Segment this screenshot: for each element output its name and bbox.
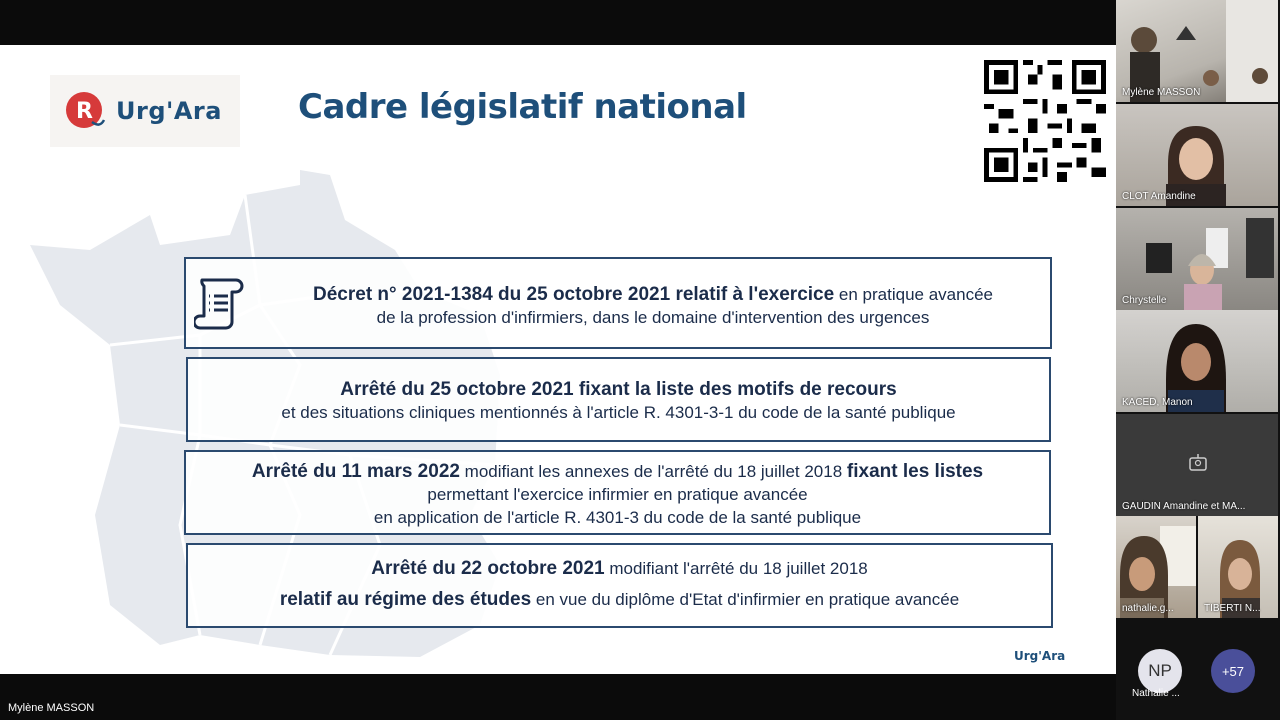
- card-text: modifiant les annexes de l'arrêté du 18 juillet 2018: [459, 462, 847, 481]
- card-bold-text: Arrêté du 11 mars 2022: [251, 461, 460, 482]
- participant-split-row: [1116, 516, 1278, 618]
- legal-card-arrete-11-mars-2022: [184, 450, 1051, 535]
- card-line: [188, 588, 1051, 611]
- card-bold-text: Décret n° 2021-1384 du 25 octobre 2021 relatif à l'exercice: [313, 284, 835, 305]
- card-line: et des situations cliniques mentionnés à l'article R. 4301-3-1 du code de la santé publique: [281, 403, 956, 422]
- legal-card-arrete-25-octobre-2021: [186, 357, 1051, 442]
- participant-tile[interactable]: [1198, 516, 1278, 618]
- slide-title: Cadre législatif national: [298, 87, 747, 127]
- logo-text: Urg'Ara: [116, 97, 222, 125]
- participant-name: GAUDIN Amandine et MA...: [1122, 501, 1246, 512]
- card-line: de la profession d'infirmiers, dans le domaine d'intervention des urgences: [376, 308, 930, 327]
- card-bold-text: Arrêté du 25 octobre 2021 fixant la liste des motifs de recours: [340, 379, 897, 400]
- participant-name: KACED, Manon: [1122, 397, 1193, 408]
- participant-tile[interactable]: [1116, 414, 1278, 516]
- card-line: permettant l'exercice infirmier en pratique avancée: [427, 485, 808, 504]
- legal-card-decret-2021-1384: [184, 257, 1052, 349]
- participant-tile[interactable]: [1116, 310, 1278, 412]
- card-line: [188, 378, 1049, 401]
- card-bold-text: Arrêté du 22 octobre 2021: [371, 558, 605, 579]
- participant-tile[interactable]: [1116, 208, 1278, 310]
- logo-mark-icon: [62, 88, 108, 134]
- document-scroll-icon: [194, 274, 252, 332]
- participant-name: Nathalie ...: [1132, 688, 1180, 699]
- card-line: [186, 460, 1049, 483]
- card-bold-text: fixant les listes: [846, 461, 984, 482]
- qr-code-icon: [984, 60, 1106, 182]
- card-line: [188, 557, 1051, 580]
- card-line: en application de l'article R. 4301-3 du code de la santé publique: [373, 508, 862, 527]
- participant-tile[interactable]: [1116, 516, 1196, 618]
- participant-name: Mylène MASSON: [1122, 87, 1201, 98]
- presenter-name: Mylène MASSON: [8, 702, 95, 714]
- participant-name: CLOT Amandine: [1122, 191, 1196, 202]
- shared-slide: [0, 45, 1116, 674]
- participant-tile[interactable]: [1116, 0, 1278, 102]
- participant-name: nathalie.g...: [1122, 603, 1174, 614]
- participant-name: TIBERTI N...: [1204, 603, 1261, 614]
- participant-tile[interactable]: [1116, 104, 1278, 206]
- participant-avatar[interactable]: NP: [1138, 649, 1182, 693]
- card-text: modifiant l'arrêté du 18 juillet 2018: [604, 559, 868, 578]
- urgara-logo: [50, 75, 240, 147]
- card-text: en pratique avancée: [834, 285, 993, 304]
- more-participants-button[interactable]: +57: [1211, 649, 1255, 693]
- card-text: en vue du diplôme d'Etat d'infirmier en pratique avancée: [531, 590, 960, 609]
- participants-panel: [1116, 0, 1280, 720]
- legal-card-arrete-22-octobre-2021: [186, 543, 1053, 628]
- card-bold-text: relatif au régime des études: [279, 589, 532, 610]
- footer-logo: Urg'Ara: [1014, 649, 1066, 663]
- card-line: [256, 283, 1050, 306]
- svg-text:R: R: [76, 99, 93, 124]
- participant-name: Chrystelle: [1122, 295, 1167, 306]
